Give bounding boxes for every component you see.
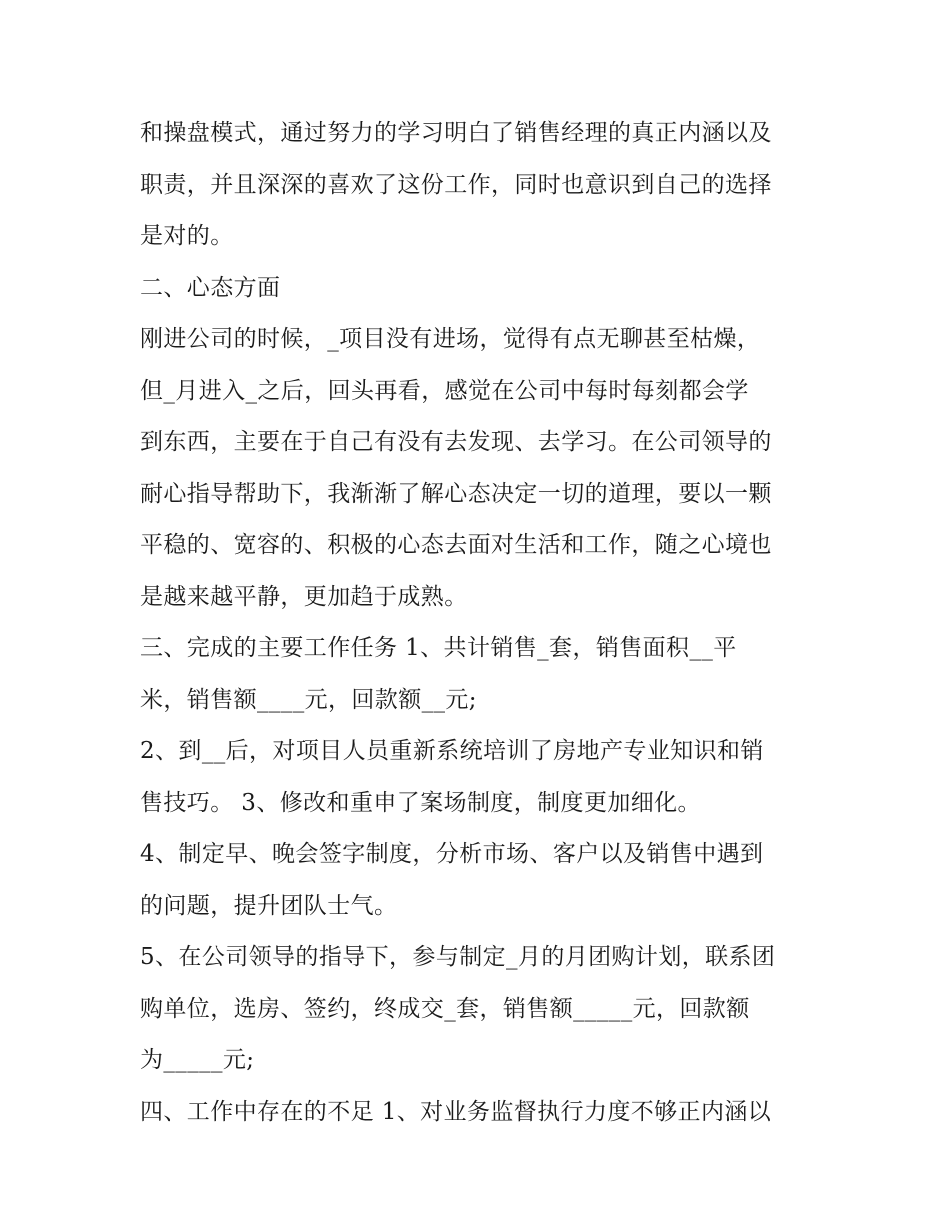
text-line: 和操盘模式，通过努力的学习明白了销售经理的真正内涵以及 bbox=[140, 120, 772, 146]
text-line: 刚进公司的时候，_项目没有进场，觉得有点无聊甚至枯燥， bbox=[140, 326, 761, 352]
text-line: 5、在公司领导的指导下，参与制定_月的月团购计划，联系团 bbox=[140, 944, 776, 970]
section-heading: 四、工作中存在的不足 1、对业务监督执行力度不够正内涵以 bbox=[140, 1098, 772, 1125]
text-line: 职责，并且深深的喜欢了这份工作，同时也意识到自己的选择 bbox=[140, 171, 772, 198]
text-line: 平稳的、宽容的、积极的心态去面对生活和工作，随之心境也 bbox=[140, 532, 772, 558]
text-line: 为_____元; bbox=[140, 1047, 255, 1073]
document-body bbox=[140, 108, 820, 1138]
text-line: 到东西，主要在于自己有没有去发现、去学习。在公司领导的 bbox=[140, 429, 772, 455]
text-line: 是对的。 bbox=[140, 223, 234, 249]
text-line: 购单位，选房、签约，终成交_套，销售额_____元，回款额 bbox=[140, 995, 750, 1022]
text-line: 售技巧。 3、修改和重申了案场制度，制度更加细化。 bbox=[140, 789, 701, 816]
text-line: 的问题，提升团队士气。 bbox=[140, 892, 398, 919]
text-line: 2、到__后，对项目人员重新系统培训了房地产专业知识和销 bbox=[140, 738, 764, 764]
text-line: 耐心指导帮助下，我渐渐了解心态决定一切的道理，要以一颗 bbox=[140, 480, 772, 507]
text-line: 是越来越平静，更加趋于成熟。 bbox=[140, 583, 468, 610]
text-line: 但_月进入_之后，回头再看，感觉在公司中每时每刻都会学 bbox=[140, 377, 749, 404]
section-heading: 三、完成的主要工作任务 1、共计销售_套，销售面积__平 bbox=[140, 635, 737, 661]
section-heading: 二、心态方面 bbox=[140, 274, 281, 301]
text-line: 4、制定早、晚会签字制度，分析市场、客户以及销售中遇到 bbox=[140, 841, 764, 867]
text-line: 米，销售额____元，回款额__元; bbox=[140, 686, 477, 713]
